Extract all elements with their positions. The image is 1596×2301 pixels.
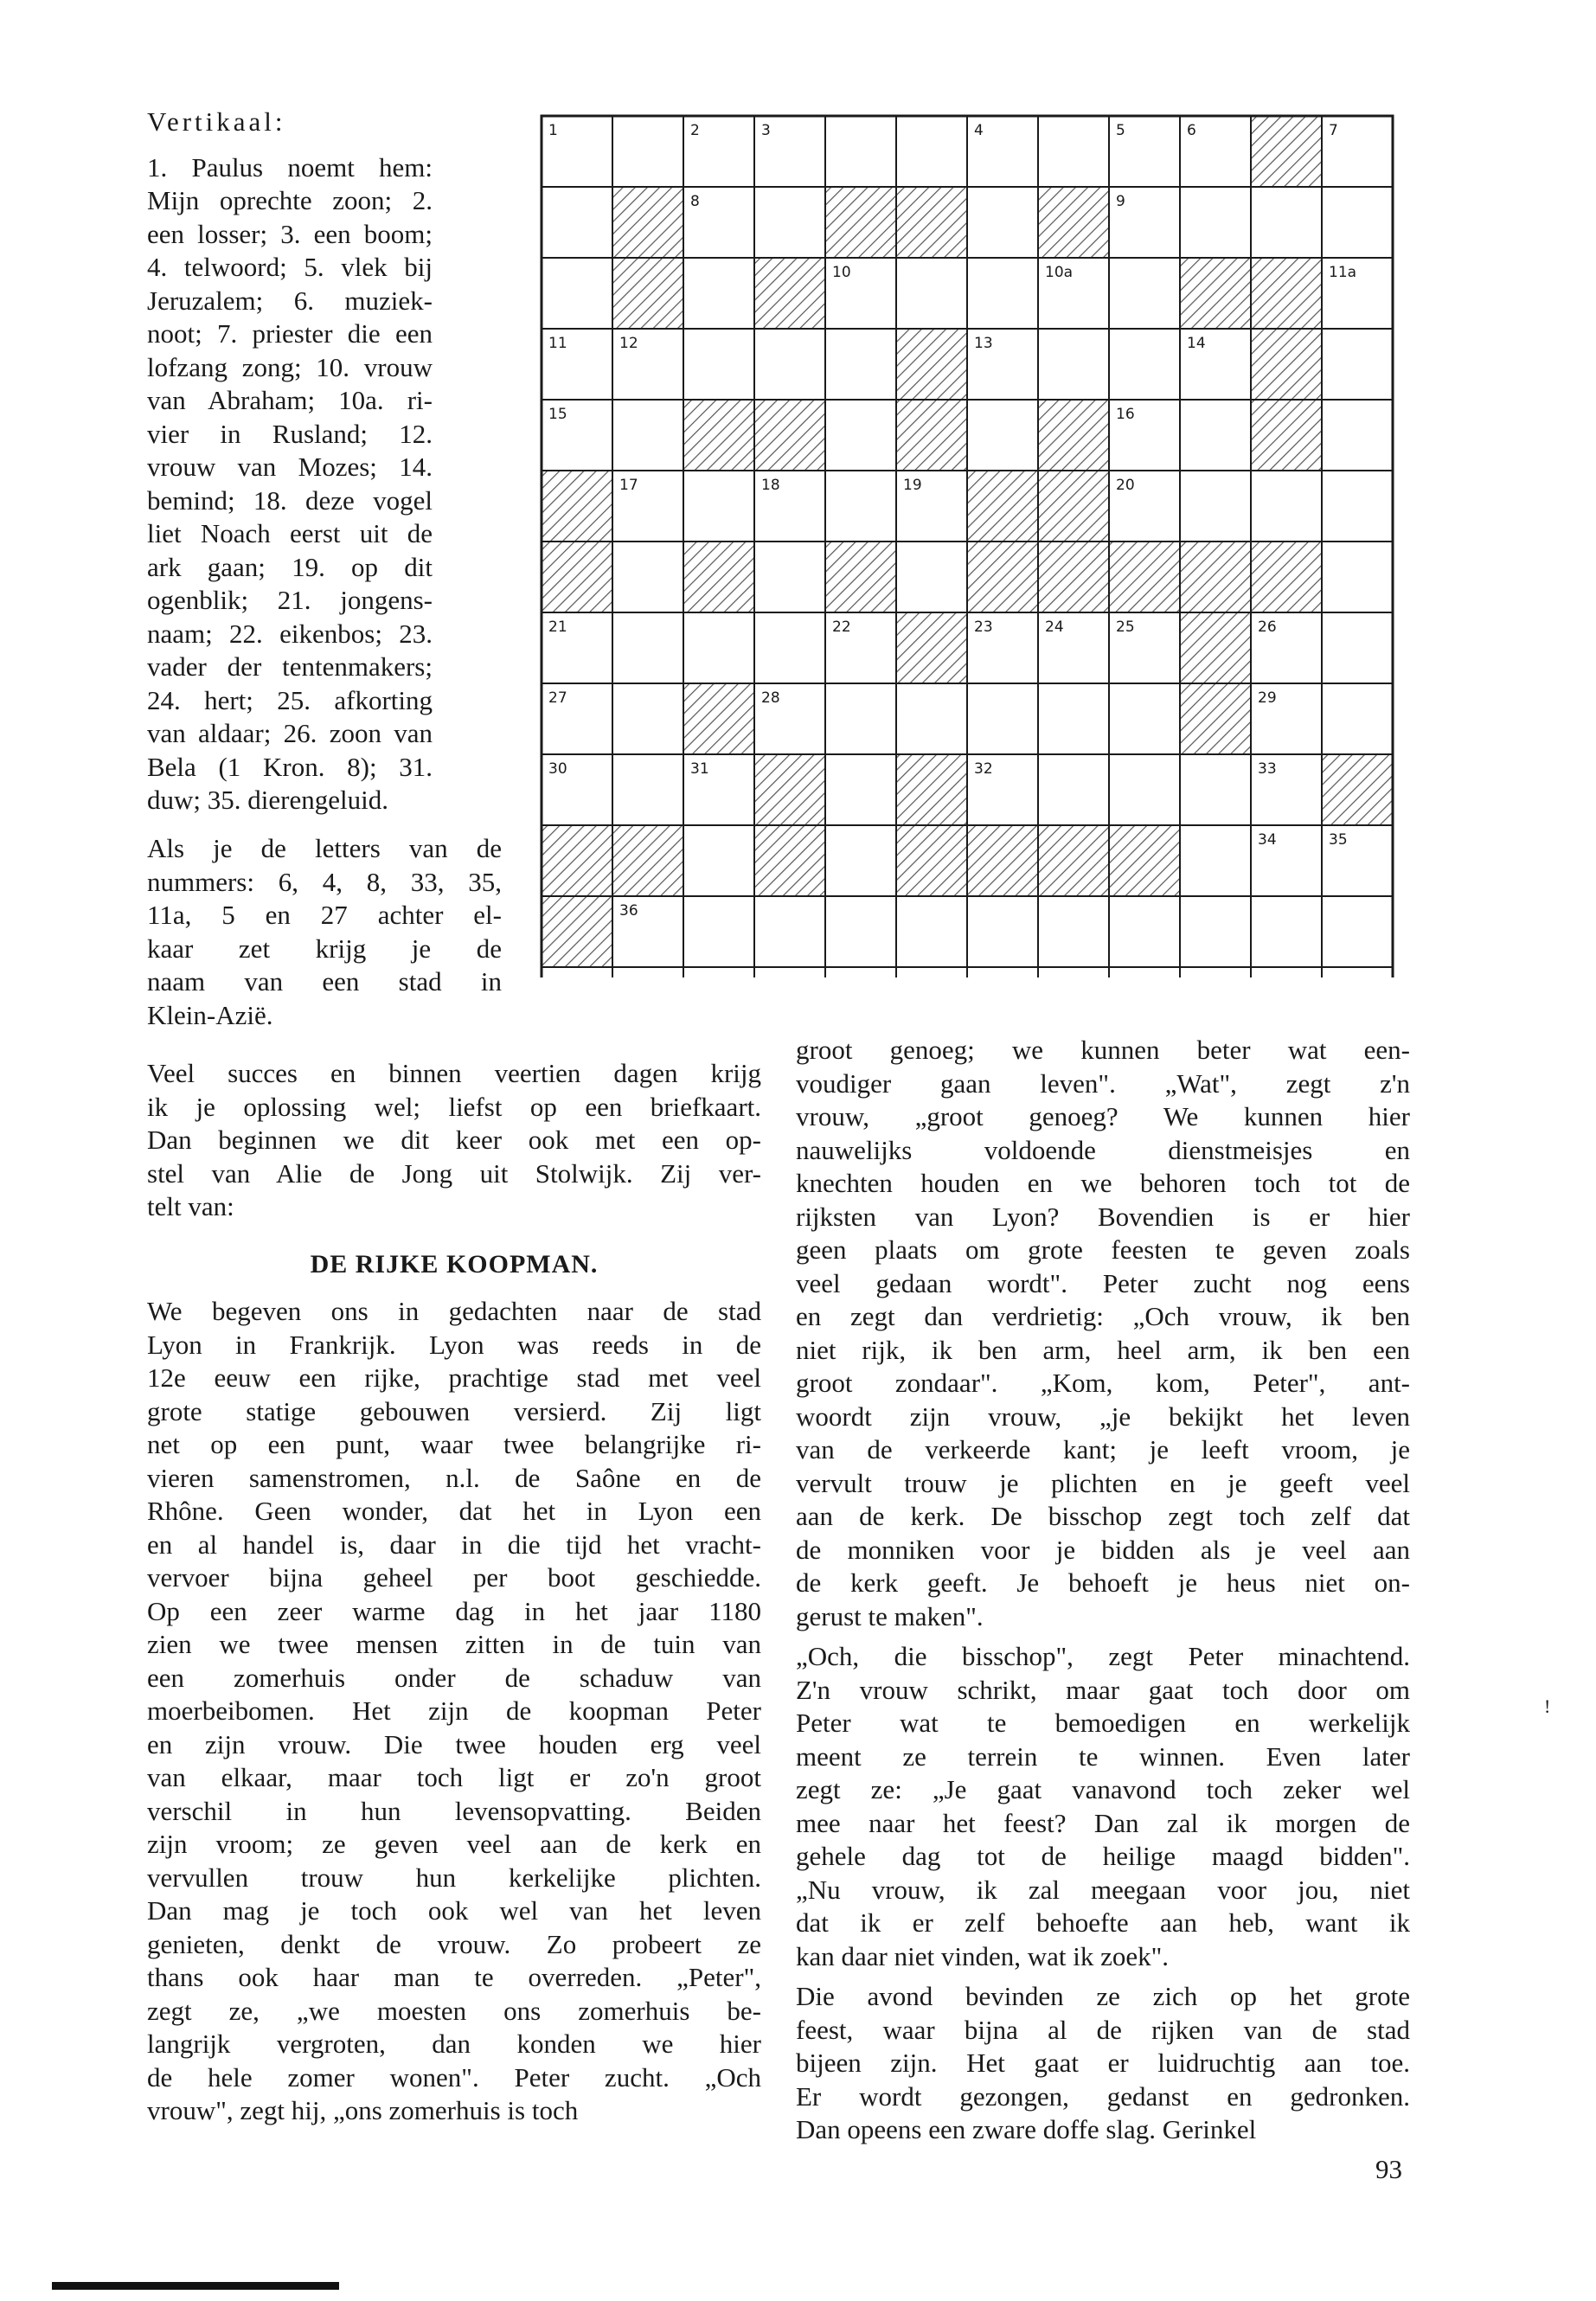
- story-line: kan daar niet vinden, wat ik zoek".: [796, 1940, 1170, 1971]
- story-line: We begeven ons in gedachten naar de stad: [147, 1296, 761, 1326]
- crossword-number: 2: [690, 122, 700, 139]
- crossword-number: 1: [548, 122, 558, 139]
- crossword-cell: [1322, 542, 1393, 612]
- story-line: grote statige gebouwen versierd. Zij ligt: [147, 1395, 761, 1426]
- crossword-number: 17: [619, 477, 638, 494]
- crossword-block-cell: [1109, 825, 1180, 896]
- crossword-block-cell: [1251, 258, 1322, 329]
- crossword-cell: [1180, 896, 1251, 967]
- intro-line: telt van:: [147, 1191, 234, 1221]
- crossword-number: 33: [1258, 760, 1277, 778]
- crossword-block-cell: [1038, 542, 1109, 612]
- crossword-block-cell: [967, 471, 1038, 542]
- crossword-cell: [1180, 187, 1251, 258]
- crossword-block-cell: [896, 187, 967, 258]
- crossword-cell: [754, 896, 825, 967]
- crossword-number: 31: [690, 760, 709, 778]
- story-line: zijn vroom; ze geven veel aan de kerk en: [147, 1829, 761, 1859]
- story-line: de hele zomer wonen". Peter zucht. „Och: [147, 2061, 761, 2093]
- story-line: vervult trouw je plichten en je geeft veel: [796, 1467, 1410, 1498]
- crossword-cell: [967, 896, 1038, 967]
- story-line: dat ik er zelf behoefte aan heb, want ik: [796, 1907, 1410, 1938]
- note-line: naam van een stad in: [147, 966, 502, 997]
- crossword-block-cell: [896, 825, 967, 896]
- crossword-cell: [683, 896, 754, 967]
- crossword-number: 13: [974, 335, 993, 352]
- crossword-number: 9: [1116, 193, 1125, 210]
- crossword-block-cell: [612, 187, 683, 258]
- story-line: „Och, die bisschop", zegt Peter minachtend.: [796, 1641, 1410, 1671]
- vertical-heading: Vertikaal:: [147, 106, 286, 137]
- story-line: van elkaar, maar toch ligt er zo'n groot: [147, 1762, 761, 1792]
- story-line: vrouw", zegt hij, „ons zomerhuis is toch: [147, 2095, 579, 2125]
- note-line: 11a, 5 en 27 achter el-: [147, 900, 502, 930]
- crossword-block-cell: [1251, 329, 1322, 400]
- crossword-block-cell: [1180, 258, 1251, 329]
- intro-line: ik je oplossing wel; liefst op een briefkaart.: [147, 1091, 761, 1122]
- puzzle-note: [147, 832, 502, 1032]
- clue-line: liet Noach eerst uit de: [147, 518, 433, 548]
- story-line: en al handel is, daar in die tijd het vracht-: [147, 1529, 761, 1560]
- crossword-block-cell: [1251, 116, 1322, 187]
- story-line: vrouw, „groot genoeg? We kunnen hier: [796, 1101, 1410, 1131]
- crossword-cell: [683, 825, 754, 896]
- crossword-cell: [1109, 329, 1180, 400]
- crossword-number: 23: [974, 619, 993, 636]
- crossword-block-cell: [896, 612, 967, 683]
- crossword-cell: [967, 187, 1038, 258]
- story-line: vervullen trouw hun kerkelijke plichten.: [147, 1862, 761, 1893]
- clue-line: lofzang zong; 10. vrouw: [147, 351, 433, 382]
- crossword-block-cell: [967, 825, 1038, 896]
- crossword-cell: [1038, 754, 1109, 825]
- crossword-cell: [967, 683, 1038, 754]
- crossword-number: 8: [690, 193, 700, 210]
- story-line: rijksten van Lyon? Bovendien is er hier: [796, 1201, 1410, 1232]
- crossword-cell: [612, 542, 683, 612]
- crossword-cell: [1109, 683, 1180, 754]
- crossword-number: 29: [1258, 689, 1277, 707]
- crossword-cell: [1251, 471, 1322, 542]
- clue-line: Bela (1 Kron. 8); 31.: [147, 751, 433, 782]
- story-line: Lyon in Frankrijk. Lyon was reeds in de: [147, 1329, 761, 1360]
- crossword-block-cell: [896, 400, 967, 471]
- crossword-cell: [1038, 967, 1109, 977]
- story-right-paragraph-1: [796, 1034, 1410, 1633]
- crossword-cell: [1180, 825, 1251, 896]
- crossword-cell: [825, 683, 896, 754]
- crossword-cell: [896, 967, 967, 977]
- crossword-cell: [1180, 471, 1251, 542]
- story-line: langrijk vergroten, dan konden we hier: [147, 2029, 761, 2059]
- story-line: groot genoeg; we kunnen beter wat een-: [796, 1035, 1410, 1065]
- note-line: nummers: 6, 4, 8, 33, 35,: [147, 866, 502, 897]
- crossword-cell: [1180, 400, 1251, 471]
- crossword-number: 24: [1045, 619, 1064, 636]
- story-line: Rhône. Geen wonder, dat het in Lyon een: [147, 1496, 761, 1526]
- crossword-cell: [825, 471, 896, 542]
- story-line: voudiger gaan leven". „Wat", zegt z'n: [796, 1067, 1410, 1099]
- story-line: Dan opeens een zware doffe slag. Gerinkel: [796, 2114, 1257, 2144]
- story-line: nauwelijks voldoende dienstmeisjes en: [796, 1134, 1410, 1165]
- crossword-cell: [1322, 471, 1393, 542]
- crossword-cell: [754, 967, 825, 977]
- crossword-cell: [1109, 967, 1180, 977]
- crossword-cell: [683, 258, 754, 329]
- clue-line: bemind; 18. deze vogel: [147, 484, 433, 516]
- crossword-cell: [1251, 967, 1322, 977]
- crossword-cell: [612, 683, 683, 754]
- clue-line: Mijn oprechte zoon; 2.: [147, 185, 433, 215]
- story-line: Peter wat te bemoedigen en werkelijk: [796, 1708, 1410, 1738]
- story-right-column: [796, 1034, 1410, 2147]
- story-line: mee naar het feest? Dan zal ik morgen de: [796, 1807, 1410, 1838]
- story-line: Z'n vrouw schrikt, maar gaat toch door om: [796, 1674, 1410, 1705]
- story-line: zien we twee mensen zitten in de tuin van: [147, 1629, 761, 1659]
- crossword-number: 20: [1116, 477, 1135, 494]
- crossword-number: 7: [1329, 122, 1338, 139]
- note-line: Als je de letters van de: [147, 833, 502, 863]
- crossword-block-cell: [542, 471, 612, 542]
- crossword-cell: [612, 967, 683, 977]
- crossword-number: 3: [761, 122, 771, 139]
- crossword-block-cell: [1180, 683, 1251, 754]
- crossword-cell: [1322, 400, 1393, 471]
- crossword-block-cell: [1038, 400, 1109, 471]
- clue-line: 4. telwoord; 5. vlek bij: [147, 252, 433, 282]
- crossword-cell: [825, 896, 896, 967]
- story-line: vieren samenstromen, n.l. de Saône en de: [147, 1462, 761, 1493]
- crossword-number: 22: [832, 619, 851, 636]
- crossword-cell: [683, 329, 754, 400]
- clue-line: naam; 22. eikenbos; 23.: [147, 618, 433, 649]
- story-line: genieten, denkt de vrouw. Zo probeert ze: [147, 1928, 761, 1959]
- crossword-block-cell: [754, 400, 825, 471]
- crossword-cell: [1322, 683, 1393, 754]
- story-line: gehele dag tot de heilige maagd bidden".: [796, 1841, 1410, 1871]
- crossword-number: 21: [548, 619, 567, 636]
- crossword-cell: [1251, 187, 1322, 258]
- crossword-cell: [896, 683, 967, 754]
- crossword-cell: [1322, 329, 1393, 400]
- crossword-block-cell: [825, 187, 896, 258]
- crossword-cell: [1251, 896, 1322, 967]
- story-line: groot zondaar". „Kom, kom, Peter", ant-: [796, 1368, 1410, 1398]
- crossword-number: 16: [1116, 406, 1135, 423]
- story-line: aan de kerk. De bisschop zegt toch zelf dat: [796, 1501, 1410, 1531]
- story-line: verschil in hun levensopvatting. Beiden: [147, 1795, 761, 1826]
- note-line: Klein-Azië.: [147, 999, 273, 1030]
- crossword-cell: [825, 825, 896, 896]
- crossword-cell: [1109, 258, 1180, 329]
- crossword-cell: [1109, 754, 1180, 825]
- crossword-block-cell: [612, 258, 683, 329]
- clue-line: ark gaan; 19. op dit: [147, 551, 433, 582]
- story-line: veel gedaan wordt". Peter zucht nog eens: [796, 1267, 1410, 1298]
- story-line: een zomerhuis onder de schaduw van: [147, 1662, 761, 1693]
- crossword-number: 18: [761, 477, 780, 494]
- crossword-block-cell: [1251, 400, 1322, 471]
- intro-line: Dan beginnen we dit keer ook met een op-: [147, 1125, 761, 1155]
- crossword-number: 11a: [1329, 264, 1357, 281]
- clue-line: duw; 35. dierengeluid.: [147, 785, 388, 815]
- crossword-cell: [967, 400, 1038, 471]
- crossword-block-cell: [683, 400, 754, 471]
- story-line: net op een punt, waar twee belangrijke ri-: [147, 1429, 761, 1459]
- intro-line: Veel succes en binnen veertien dagen krijg: [147, 1058, 761, 1088]
- crossword-cell: [1038, 896, 1109, 967]
- crossword-cell: [1038, 683, 1109, 754]
- story-line: woordt zijn vrouw, „je bekijkt het leven: [796, 1400, 1410, 1432]
- crossword-number: 14: [1187, 335, 1206, 352]
- crossword-block-cell: [612, 825, 683, 896]
- crossword-number: 36: [619, 902, 638, 920]
- crossword-cell: [1038, 116, 1109, 187]
- crossword-block-cell: [896, 754, 967, 825]
- clue-line: vrouw van Mozes; 14.: [147, 452, 433, 482]
- story-line: zegt ze: „Je gaat vanavond toch zeker wel: [796, 1774, 1410, 1804]
- crossword-block-cell: [754, 258, 825, 329]
- crossword-cell: [825, 400, 896, 471]
- crossword-cell: [825, 754, 896, 825]
- clue-line: een losser; 3. een boom;: [147, 218, 433, 249]
- crossword-block-cell: [754, 754, 825, 825]
- crossword-number: 26: [1258, 619, 1277, 636]
- crossword-block-cell: [754, 825, 825, 896]
- crossword-cell: [1322, 967, 1393, 977]
- crossword-block-cell: [967, 542, 1038, 612]
- story-line: gerust te maken".: [796, 1600, 984, 1631]
- clue-line: van Abraham; 10a. ri-: [147, 385, 433, 415]
- note-line: kaar zet krijg je de: [147, 933, 502, 964]
- story-line: zegt ze, „we moesten ons zomerhuis be-: [147, 1995, 761, 2026]
- crossword-cell: [1322, 187, 1393, 258]
- bottom-rule: [52, 2282, 339, 2290]
- crossword-cell: [1038, 329, 1109, 400]
- crossword-block-cell: [1180, 542, 1251, 612]
- crossword-cell: [896, 542, 967, 612]
- crossword-cell: [754, 329, 825, 400]
- crossword-cell: [825, 967, 896, 977]
- story-title: DE RIJKE KOOPMAN.: [310, 1249, 599, 1279]
- crossword-cell: [612, 754, 683, 825]
- crossword-cell: [1322, 896, 1393, 967]
- crossword-grid: [538, 112, 1412, 977]
- crossword-number: 27: [548, 689, 567, 707]
- crossword-cell: [754, 612, 825, 683]
- crossword-number: 10a: [1045, 264, 1074, 281]
- crossword-cell: [612, 612, 683, 683]
- crossword-cell: [612, 116, 683, 187]
- crossword-block-cell: [683, 683, 754, 754]
- crossword-block-cell: [1038, 187, 1109, 258]
- crossword-block-cell: [1180, 612, 1251, 683]
- crossword-cell: [896, 258, 967, 329]
- crossword-number: 15: [548, 406, 567, 423]
- crossword-cell: [967, 258, 1038, 329]
- page-number: 93: [1375, 2154, 1402, 2184]
- crossword-cell: [1322, 612, 1393, 683]
- crossword-cell: [542, 187, 612, 258]
- crossword-block-cell: [1322, 754, 1393, 825]
- crossword-number: 32: [974, 760, 993, 778]
- crossword-block-cell: [542, 825, 612, 896]
- story-left-column: [147, 1057, 761, 2128]
- crossword-cell: [896, 116, 967, 187]
- intro-line: stel van Alie de Jong uit Stolwijk. Zij ver-: [147, 1157, 761, 1189]
- crossword-block-cell: [683, 542, 754, 612]
- story-line: knechten houden en we behoren toch tot de: [796, 1168, 1410, 1198]
- crossword-cell: [542, 967, 612, 977]
- crossword-cell: [825, 329, 896, 400]
- story-line: 12e eeuw een rijke, prachtige stad met veel: [147, 1362, 761, 1393]
- story-right-paragraph-3: [796, 1980, 1410, 2147]
- story-line: meent ze terrein te winnen. Even later: [796, 1740, 1410, 1772]
- story-left-paragraph: [147, 1295, 761, 2128]
- story-line: Dan mag je toch ook wel van het leven: [147, 1895, 761, 1926]
- crossword-number: 19: [903, 477, 922, 494]
- vertical-clue-lines: [147, 151, 433, 817]
- crossword-number: 5: [1116, 122, 1125, 139]
- crossword-cell: [967, 967, 1038, 977]
- story-line: feest, waar bijna al de rijken van de stad: [796, 2014, 1410, 2045]
- clue-line: 1. Paulus noemt hem:: [147, 151, 433, 183]
- crossword-block-cell: [1109, 542, 1180, 612]
- clue-line: van aldaar; 26. zoon van: [147, 718, 433, 748]
- crossword-block-cell: [542, 542, 612, 612]
- crossword-number: 28: [761, 689, 780, 707]
- crossword-block-cell: [1251, 542, 1322, 612]
- crossword-block-cell: [1038, 825, 1109, 896]
- story-line: en zegt dan verdrietig: „Och vrouw, ik ben: [796, 1301, 1410, 1331]
- story-line: Er wordt gezongen, gedanst en gedronken.: [796, 2080, 1410, 2112]
- crossword-cell: [683, 612, 754, 683]
- story-line: vervoer bijna geheel per boot geschiedde.: [147, 1562, 761, 1593]
- clue-line: noot; 7. priester die een: [147, 318, 433, 349]
- crossword-cell: [683, 471, 754, 542]
- story-line: bijeen zijn. Het gaat er luidruchtig aan toe.: [796, 2048, 1410, 2078]
- vertical-clues: [147, 106, 433, 817]
- crossword-block-cell: [896, 329, 967, 400]
- story-line: de monniken voor je bidden als je veel aan: [796, 1534, 1410, 1565]
- crossword-number: 30: [548, 760, 567, 778]
- crossword-number: 12: [619, 335, 638, 352]
- intro-paragraph: [147, 1057, 761, 1224]
- crossword-block-cell: [542, 896, 612, 967]
- crossword-number: 4: [974, 122, 984, 139]
- clue-line: vader der tentenmakers;: [147, 651, 433, 682]
- story-line: Op een zeer warme dag in het jaar 1180: [147, 1595, 761, 1626]
- crossword-cell: [754, 542, 825, 612]
- crossword-number: 34: [1258, 831, 1277, 849]
- story-line: thans ook haar man te overreden. „Peter",: [147, 1962, 761, 1992]
- story-right-paragraph-2: [796, 1640, 1410, 1973]
- margin-mark: !: [1544, 1695, 1551, 1717]
- clue-line: 24. hert; 25. afkorting: [147, 684, 433, 715]
- crossword-cell: [1180, 754, 1251, 825]
- story-line: en zijn vrouw. Die twee houden erg veel: [147, 1728, 761, 1759]
- crossword-cell: [825, 116, 896, 187]
- crossword-number: 10: [832, 264, 851, 281]
- clue-line: ogenblik; 21. jongens-: [147, 585, 433, 615]
- story-line: de kerk geeft. Je behoeft je heus niet on-: [796, 1567, 1410, 1598]
- story-line: Die avond bevinden ze zich op het grote: [796, 1981, 1410, 2011]
- crossword-cell: [1109, 896, 1180, 967]
- crossword-number: 6: [1187, 122, 1196, 139]
- story-line: „Nu vrouw, ik zal meegaan voor jou, niet: [796, 1874, 1410, 1905]
- clue-line: Jeruzalem; 6. muziek-: [147, 285, 433, 316]
- story-line: niet rijk, ik ben arm, heel arm, ik ben een: [796, 1334, 1410, 1365]
- clue-line: vier in Rusland; 12.: [147, 418, 433, 449]
- crossword-cell: [1180, 967, 1251, 977]
- story-line: geen plaats om grote feesten te geven zoals: [796, 1234, 1410, 1265]
- crossword-cell: [896, 896, 967, 967]
- crossword-cell: [683, 967, 754, 977]
- crossword-number: 25: [1116, 619, 1135, 636]
- crossword-number: 35: [1329, 831, 1348, 849]
- crossword-block-cell: [825, 542, 896, 612]
- story-line: van de verkeerde kant; je leeft vroom, je: [796, 1434, 1410, 1465]
- crossword-cell: [754, 187, 825, 258]
- crossword-cell: [542, 258, 612, 329]
- crossword-block-cell: [1038, 471, 1109, 542]
- puzzle-note-lines: [147, 832, 502, 1032]
- crossword-cell: [612, 400, 683, 471]
- crossword-number: 11: [548, 335, 567, 352]
- story-line: moerbeibomen. Het zijn de koopman Peter: [147, 1695, 761, 1726]
